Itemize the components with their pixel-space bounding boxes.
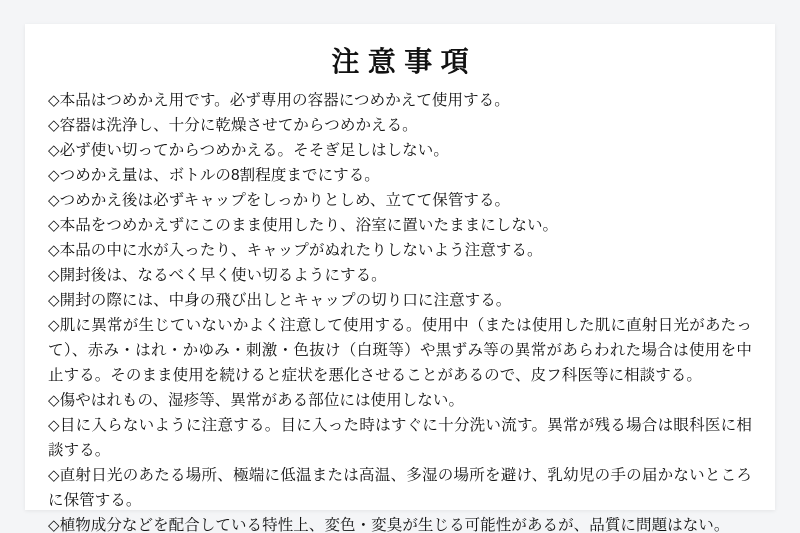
precaution-text: 容器は洗浄し、十分に乾燥させてからつめかえる。 xyxy=(59,117,418,134)
diamond-bullet-icon: ◇ xyxy=(48,167,60,184)
precaution-text: 直射日光のあたる場所、極端に低温または高温、多湿の場所を避け、乳幼児の手の届かないところに保管する。 xyxy=(48,467,752,509)
diamond-bullet-icon: ◇ xyxy=(48,117,60,134)
precaution-item xyxy=(48,463,752,513)
precaution-text: 目に入らないように注意する。目に入った時はすぐに十分洗い流す。異常が残る場合は眼科医に相談する。 xyxy=(48,417,752,459)
precaution-item xyxy=(48,263,752,288)
precaution-text: つめかえ後は必ずキャップをしっかりとしめ、立てて保管する。 xyxy=(59,192,511,209)
precaution-text: 開封の際には、中身の飛び出しとキャップの切り口に注意する。 xyxy=(59,292,512,309)
precaution-text: 肌に異常が生じていないかよく注意して使用する。使用中（または使用した肌に直射日光があたって）、赤み・はれ・かゆみ・刺激・色抜け（白斑等）や黒ずみ等の異常があらわれた場合は使用を中止する。そのまま使用を続けると症状を悪化させることがあるので、皮フ科医等に相談する。 xyxy=(48,317,752,384)
diamond-bullet-icon: ◇ xyxy=(48,292,60,309)
page-title: 注意事項 xyxy=(331,46,477,77)
precaution-text: つめかえ量は、ボトルの8割程度までにする。 xyxy=(59,167,380,184)
diamond-bullet-icon: ◇ xyxy=(48,392,60,409)
precaution-text: 植物成分などを配合している特性上、変色・変臭が生じる可能性があるが、品質に問題はない。 xyxy=(59,517,730,533)
precaution-item xyxy=(48,88,752,113)
precaution-text: 本品の中に水が入ったり、キャップがぬれたりしないよう注意する。 xyxy=(59,242,543,259)
diamond-bullet-icon: ◇ xyxy=(48,467,60,484)
precaution-item xyxy=(48,113,752,138)
precaution-item xyxy=(48,238,752,263)
precaution-list xyxy=(48,88,752,533)
precaution-item xyxy=(48,163,752,188)
diamond-bullet-icon: ◇ xyxy=(48,142,60,159)
diamond-bullet-icon: ◇ xyxy=(48,92,60,109)
diamond-bullet-icon: ◇ xyxy=(48,267,60,284)
precaution-item xyxy=(48,413,752,463)
precautions-card xyxy=(25,24,775,533)
precaution-item xyxy=(48,388,752,413)
precaution-text: 本品をつめかえずにこのまま使用したり、浴室に置いたままにしない。 xyxy=(59,217,559,234)
precaution-text: 本品はつめかえ用です。必ず専用の容器につめかえて使用する。 xyxy=(59,92,510,109)
precaution-text: 傷やはれもの、湿疹等、異常がある部位には使用しない。 xyxy=(59,392,465,409)
precaution-item xyxy=(48,188,752,213)
precaution-item xyxy=(48,213,752,238)
diamond-bullet-icon: ◇ xyxy=(48,317,60,334)
precaution-item xyxy=(48,138,752,163)
precaution-text: 開封後は、なるべく早く使い切るようにする。 xyxy=(59,267,387,284)
precaution-item xyxy=(48,513,752,533)
diamond-bullet-icon: ◇ xyxy=(48,517,60,533)
precaution-text: 必ず使い切ってからつめかえる。そそぎ足しはしない。 xyxy=(59,142,449,159)
diamond-bullet-icon: ◇ xyxy=(48,217,60,234)
diamond-bullet-icon: ◇ xyxy=(48,192,60,209)
diamond-bullet-icon: ◇ xyxy=(48,242,60,259)
diamond-bullet-icon: ◇ xyxy=(48,417,60,434)
precaution-item xyxy=(48,288,752,313)
precaution-item xyxy=(48,313,752,388)
